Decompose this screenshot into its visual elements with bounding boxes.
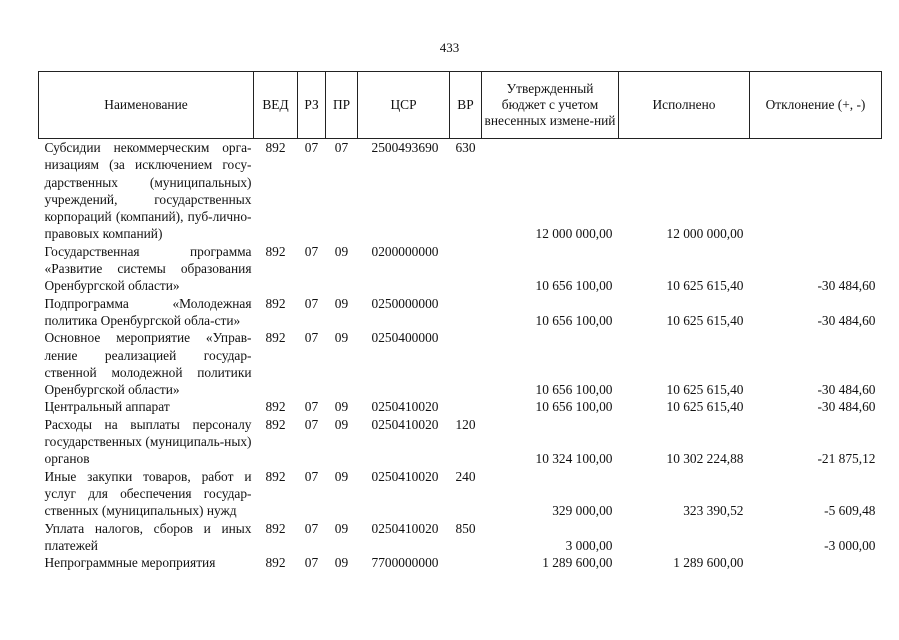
row-vr: 850 bbox=[455, 520, 476, 536]
row-name: Уплата налогов, сборов и иных платежей bbox=[44, 520, 252, 553]
table-body bbox=[39, 139, 882, 572]
row-approved: 12 000 000,00 bbox=[535, 226, 613, 242]
row-csr: 0200000000 bbox=[371, 243, 439, 259]
row-executed bbox=[619, 520, 750, 555]
budget-table bbox=[38, 71, 882, 571]
row-rz: 07 bbox=[304, 520, 319, 536]
row-approved: 329 000,00 bbox=[552, 503, 613, 519]
row-name: Иные закупки товаров, работ и услуг для обеспечения государ-ственных (муниципальных) нужд bbox=[44, 468, 252, 519]
row-executed: 10 625 615,40 bbox=[666, 312, 744, 328]
row-name: Непрограммные мероприятия bbox=[44, 555, 216, 571]
row-csr: 7700000000 bbox=[371, 555, 439, 571]
row-rz: 07 bbox=[304, 330, 319, 346]
row-approved: 10 656 100,00 bbox=[535, 382, 613, 398]
row-pr: 09 bbox=[334, 399, 349, 415]
row-deviation: -30 484,60 bbox=[817, 278, 876, 294]
row-deviation: -30 484,60 bbox=[817, 382, 876, 398]
row-ved: 892 bbox=[265, 399, 286, 415]
row-ved: 892 bbox=[265, 416, 286, 432]
row-csr: 0250410020 bbox=[371, 468, 439, 484]
row-executed: 323 390,52 bbox=[683, 503, 744, 519]
row-csr: 0250410020 bbox=[371, 520, 439, 536]
row-csr: 0250410020 bbox=[371, 416, 439, 432]
row-name: Подпрограмма «Молодежная политика Оренбургской обла-сти» bbox=[44, 295, 252, 328]
table-row bbox=[39, 554, 882, 571]
row-vr bbox=[450, 398, 482, 415]
row-deviation bbox=[750, 554, 882, 571]
row-approved: 10 656 100,00 bbox=[535, 278, 613, 294]
header-ved: ВЕД bbox=[254, 72, 298, 139]
row-rz: 07 bbox=[304, 555, 319, 571]
table-row bbox=[39, 295, 882, 330]
table-row bbox=[39, 243, 882, 295]
row-deviation bbox=[750, 139, 882, 243]
page-number: 433 bbox=[439, 40, 460, 55]
row-csr: 0250410020 bbox=[371, 399, 439, 415]
row-deviation: -21 875,12 bbox=[817, 451, 876, 467]
table-row bbox=[39, 416, 882, 468]
header-rz: РЗ bbox=[298, 72, 326, 139]
table-row bbox=[39, 139, 882, 243]
row-executed: 10 625 615,40 bbox=[666, 382, 744, 398]
row-rz: 07 bbox=[304, 468, 319, 484]
header-deviation: Отклонение (+, -) bbox=[750, 72, 882, 139]
row-pr: 09 bbox=[334, 295, 349, 311]
table-row bbox=[39, 398, 882, 415]
row-csr: 2500493690 bbox=[371, 140, 439, 155]
table-row bbox=[39, 468, 882, 520]
row-pr: 09 bbox=[334, 520, 349, 536]
row-approved: 3 000,00 bbox=[565, 537, 613, 553]
row-approved: 1 289 600,00 bbox=[542, 555, 613, 571]
row-deviation: -30 484,60 bbox=[817, 312, 876, 328]
header-vr: ВР bbox=[450, 72, 482, 139]
row-rz: 07 bbox=[304, 295, 319, 311]
row-pr: 07 bbox=[334, 140, 349, 155]
row-approved: 10 324 100,00 bbox=[535, 451, 613, 467]
row-ved: 892 bbox=[265, 468, 286, 484]
row-approved: 10 656 100,00 bbox=[535, 399, 613, 415]
row-ved: 892 bbox=[265, 330, 286, 346]
row-pr: 09 bbox=[334, 330, 349, 346]
row-pr: 09 bbox=[334, 468, 349, 484]
row-vr: 630 bbox=[455, 140, 476, 155]
header-name: Наименование bbox=[39, 72, 254, 139]
table-row bbox=[39, 329, 882, 398]
row-csr: 0250400000 bbox=[371, 330, 439, 346]
row-vr bbox=[450, 243, 482, 295]
row-executed: 10 625 615,40 bbox=[666, 399, 744, 415]
row-executed: 10 302 224,88 bbox=[666, 451, 744, 467]
row-ved: 892 bbox=[265, 295, 286, 311]
row-vr bbox=[450, 295, 482, 330]
row-rz: 07 bbox=[304, 416, 319, 432]
header-csr: ЦСР bbox=[358, 72, 450, 139]
row-csr: 0250000000 bbox=[371, 295, 439, 311]
row-executed: 1 289 600,00 bbox=[673, 555, 744, 571]
row-name: Центральный аппарат bbox=[44, 399, 170, 415]
row-ved: 892 bbox=[265, 555, 286, 571]
row-rz: 07 bbox=[304, 399, 319, 415]
row-name: Государственная программа «Развитие системы образования Оренбургской области» bbox=[44, 243, 252, 294]
row-rz: 07 bbox=[304, 140, 319, 155]
table-header bbox=[39, 72, 882, 139]
row-deviation: -30 484,60 bbox=[817, 399, 876, 415]
row-vr: 240 bbox=[455, 468, 476, 484]
row-vr: 120 bbox=[455, 416, 476, 432]
row-vr bbox=[450, 554, 482, 571]
row-deviation: -5 609,48 bbox=[824, 503, 876, 519]
row-pr: 09 bbox=[334, 555, 349, 571]
row-vr bbox=[450, 329, 482, 398]
table-row bbox=[39, 520, 882, 555]
row-name: Основное мероприятие «Управ-ление реализацией государ-ственной молодежной политики Оренбургской области» bbox=[44, 330, 252, 398]
row-executed: 10 625 615,40 bbox=[666, 278, 744, 294]
row-name: Расходы на выплаты персоналу государственных (муниципаль-ных) органов bbox=[44, 416, 252, 467]
row-rz: 07 bbox=[304, 243, 319, 259]
row-executed: 12 000 000,00 bbox=[666, 226, 744, 242]
row-deviation: -3 000,00 bbox=[824, 537, 876, 553]
header-executed: Исполнено bbox=[619, 72, 750, 139]
row-ved: 892 bbox=[265, 243, 286, 259]
header-pr: ПР bbox=[326, 72, 358, 139]
row-name: Субсидии некоммерческим орга-низациям (за исключением госу-дарственных (муниципальных) учреждений, государственных корпораций (компаний), пуб-лично-правовых компаний) bbox=[44, 140, 252, 242]
row-approved: 10 656 100,00 bbox=[535, 312, 613, 328]
row-pr: 09 bbox=[334, 243, 349, 259]
row-ved: 892 bbox=[265, 140, 286, 155]
header-approved: Утвержденный бюджет с учетом внесенных измене-ний bbox=[482, 72, 619, 139]
row-ved: 892 bbox=[265, 520, 286, 536]
row-pr: 09 bbox=[334, 416, 349, 432]
